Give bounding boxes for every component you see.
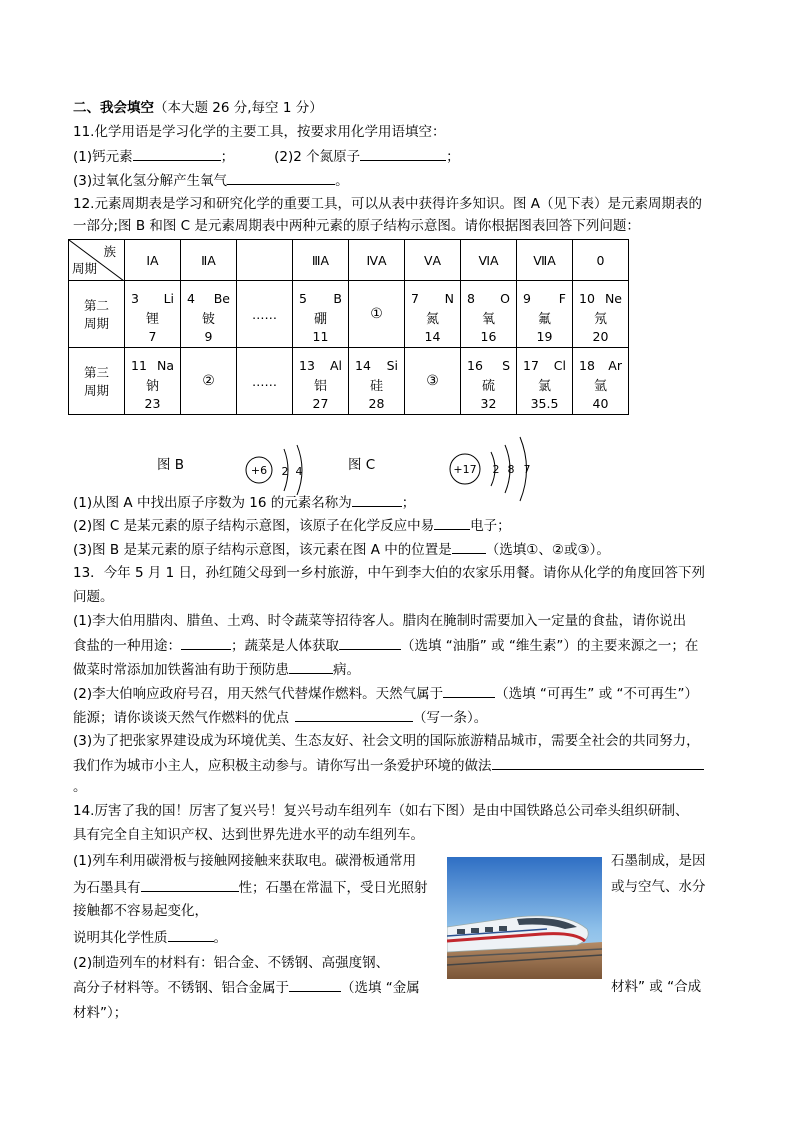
q13-p1b-text2: ；蔬菜是人体获取 (231, 638, 339, 654)
q14-p2b (73, 978, 420, 997)
q11-blank3[interactable] (227, 171, 335, 185)
q14-p2b-text2: （选填 “金属 (341, 980, 420, 996)
q14-p1b-text2: 性；石墨在常温下，受日光照射 (238, 880, 428, 896)
q14-p2b-text1: 高分子材料等。不锈钢、铝合金属于 (73, 980, 289, 996)
element-symbol: Al (329, 358, 342, 373)
q14-stem2: 具有完全自主知识产权、达到世界先进水平的动车组列车。 (73, 827, 424, 843)
q14-p2b-right: 材料” 或 “合成 (611, 979, 702, 995)
q13-p2a-text2: （选填 “可再生” 或 “不可再生”） (495, 686, 698, 702)
q13-p3a: (3)为了把张家界建设成为环境优美、生态友好、社会文明的国际旅游精品城市，需要全社会的共同努力， (73, 733, 700, 749)
atomic-mass: 7 (148, 329, 157, 344)
period-label (69, 281, 125, 348)
shell-electrons-2: 4 (295, 465, 303, 478)
q11-blank2[interactable] (360, 147, 446, 161)
q13-p2b-text1: 能源；请你谈谈天然气作燃料的优点 (73, 710, 289, 726)
fig-b-label: 图 B (157, 457, 185, 473)
element-symbol: Cl (553, 358, 566, 373)
periodic-table (68, 239, 629, 415)
group-header: ⅥA (461, 240, 517, 281)
atomic-mass: 11 (312, 329, 329, 344)
element-cell (461, 281, 517, 348)
q13-blank1[interactable] (181, 636, 231, 650)
q13-stem2: 问题。 (73, 589, 114, 605)
q11-line2 (73, 171, 349, 190)
element-name: 氧 (481, 312, 495, 327)
element-symbol: Ne (604, 291, 622, 306)
element-cell (573, 348, 629, 415)
atomic-mass: 16 (480, 329, 497, 344)
element-symbol: Ar (608, 358, 622, 373)
q12-stem2: 一部分;图 B 和图 C 是元素周期表中两种元素的原子结构示意图。请你根据图表回答下列问题： (73, 218, 640, 234)
element-symbol: O (500, 291, 510, 306)
element-name: 钠 (145, 379, 159, 394)
atomic-number: 18 (579, 358, 595, 373)
q13-p1b-text3: （选填 “油脂” 或 “维生素”）的主要来源之一；在 (401, 638, 699, 654)
q11-p3-end: 。 (335, 173, 349, 189)
element-cell (461, 348, 517, 415)
q14-p1b-right: 或与空气、水分 (611, 879, 706, 895)
q11-line1 (73, 147, 460, 166)
element-name: 氖 (593, 312, 607, 327)
corner-period-label: 周期 (72, 261, 98, 276)
q11-p1: (1)钙元素 (73, 149, 133, 165)
period-label (69, 348, 125, 415)
q12-a1-end: ； (401, 495, 416, 511)
q12-a2 (73, 516, 511, 535)
q14-p2a: (2)制造列车的材料有：铝合金、不锈钢、高强度钢、 (73, 955, 390, 971)
q12-blank2[interactable] (434, 516, 470, 530)
train-photo (447, 857, 602, 979)
section-note: （本大题 26 分,每空 1 分） (154, 100, 323, 116)
element-cell (349, 348, 405, 415)
element-name: 铝 (313, 379, 327, 394)
q13-blank3[interactable] (289, 660, 333, 674)
q11-p3: (3)过氧化氢分解产生氧气 (73, 173, 228, 189)
element-cell (293, 348, 349, 415)
q13-stem1: 13．今年 5 月 1 日，孙红随父母到一乡村旅游，中午到李大伯的农家乐用餐。请你从化学的角度回答下列 (73, 565, 706, 581)
q14-p1d (73, 928, 227, 947)
atomic-mass: 28 (368, 396, 385, 411)
q14-p1b (73, 878, 428, 897)
group-header: ⅣA (349, 240, 405, 281)
q12-a3-text: (3)图 B 是某元素的原子结构示意图，该元素在图 A 中的位置是 (73, 542, 452, 558)
element-name: 锂 (145, 312, 159, 327)
atomic-mass: 20 (592, 329, 609, 344)
q11-p2-end: ； (446, 149, 460, 165)
q14-p1a: (1)列车利用碳滑板与接触网接触来获取电。碳滑板通常用 (73, 853, 417, 869)
group-header: ⅠA (125, 240, 181, 281)
corner-cell (69, 240, 125, 281)
shell-electrons-1: 2 (492, 463, 500, 476)
q13-blank5[interactable] (295, 708, 413, 722)
q14-blank1[interactable] (141, 878, 239, 892)
q14-p2c: 材料”）； (73, 1005, 128, 1021)
section-heading (73, 99, 323, 117)
period-label-line: 周期 (83, 316, 109, 331)
element-name: 氮 (425, 312, 439, 327)
shell-electrons-1: 2 (281, 465, 289, 478)
period-label-line: 第二 (83, 298, 109, 313)
atomic-number: 4 (187, 291, 195, 306)
q12-a2-text: (2)图 C 是某元素的原子结构示意图，该原子在化学反应中易 (73, 518, 435, 534)
q12-a2-end: 电子； (470, 518, 511, 534)
q13-p2b (73, 708, 487, 727)
q14-blank3[interactable] (289, 978, 341, 992)
atomic-mass: 35.5 (530, 396, 559, 411)
q12-blank3[interactable] (452, 540, 486, 554)
q14-p1a-right: 石墨制成，是因 (611, 853, 706, 869)
element-symbol: N (444, 291, 454, 306)
q11-stem: 11.化学用语是学习化学的主要工具，按要求用化学用语填空： (73, 124, 446, 140)
atomic-mass: 23 (144, 396, 161, 411)
atomic-mass: 9 (204, 329, 213, 344)
q11-p1-end: ； (220, 149, 235, 165)
q13-blank2[interactable] (339, 636, 401, 650)
shell-electrons-3: 7 (523, 463, 531, 476)
atomic-mass: 32 (480, 396, 497, 411)
position-mark-2: ② (181, 348, 237, 415)
q13-p3b (73, 756, 704, 775)
element-cell (125, 281, 181, 348)
ellipsis-cell: …… (237, 348, 293, 415)
period-label-line: 第三 (83, 365, 109, 380)
group-header: ⅡA (181, 240, 237, 281)
q11-p2: (2)2 个氮原子 (274, 149, 361, 165)
element-name: 氩 (593, 379, 607, 394)
q12-stem1: 12.元素周期表是学习和研究化学的重要工具，可以从表中获得许多知识。图 A（见下表）是元素周期表的 (73, 196, 702, 212)
q14-stem1: 14.厉害了我的国！厉害了复兴号！复兴号动车组列车（如右下图）是由中国铁路总公司牵头组织研制、 (73, 803, 689, 819)
q13-p2b-text2: （写一条）。 (413, 710, 488, 726)
atomic-number: 11 (131, 358, 147, 373)
shell-electrons-2: 8 (507, 463, 515, 476)
nucleus-charge: +17 (453, 463, 477, 476)
element-cell (181, 281, 237, 348)
element-symbol: S (502, 358, 510, 373)
element-symbol: F (558, 291, 566, 306)
atomic-number: 9 (523, 291, 531, 306)
atom-diagram-b (240, 437, 320, 501)
q12-a1-text: (1)从图 A 中找出原子序数为 16 的元素名称为 (73, 495, 352, 511)
q12-a1 (73, 493, 415, 512)
q12-blank1[interactable] (352, 493, 402, 507)
atomic-number: 5 (299, 291, 307, 306)
element-cell (517, 281, 573, 348)
nucleus-charge: +6 (250, 464, 268, 477)
atomic-number: 14 (355, 358, 371, 373)
element-name: 硫 (481, 379, 495, 394)
element-symbol: B (333, 291, 342, 306)
atomic-mass: 19 (536, 329, 553, 344)
element-cell (517, 348, 573, 415)
q12-a3-end: （选填①、②或③）。 (485, 542, 610, 558)
element-cell (405, 281, 461, 348)
q13-p1c-text1: 做菜时常添加加铁酱油有助于预防患 (73, 662, 289, 678)
q11-blank1[interactable] (133, 147, 221, 161)
atomic-number: 3 (131, 291, 139, 306)
fig-c-label: 图 C (348, 457, 376, 473)
atomic-mass: 40 (592, 396, 609, 411)
q14-p1c: 接触都不容易起变化， (73, 903, 208, 919)
q13-p1c (73, 660, 360, 679)
q13-p1c-text2: 病。 (333, 662, 360, 678)
group-header: 0 (573, 240, 629, 281)
q13-p1b-text1: 食盐的一种用途： (73, 638, 181, 654)
q14-p1d-text1: 说明其化学性质 (73, 930, 168, 946)
atomic-mass: 14 (424, 329, 441, 344)
q13-blank6[interactable] (492, 756, 704, 770)
element-name: 硼 (313, 312, 327, 327)
q13-blank4[interactable] (443, 684, 495, 698)
q14-blank2[interactable] (168, 928, 214, 942)
element-cell (573, 281, 629, 348)
q14-p1b-text1: 为石墨具有 (73, 880, 141, 896)
element-symbol: Be (213, 291, 230, 306)
atomic-number: 8 (467, 291, 475, 306)
group-header: ⅦA (517, 240, 573, 281)
atomic-number: 10 (579, 291, 595, 306)
position-mark-3: ③ (405, 348, 461, 415)
group-header: ⅤA (405, 240, 461, 281)
element-name: 氯 (537, 379, 551, 394)
q13-p3b-text: 我们作为城市小主人，应积极主动参与。请你写出一条爱护环境的做法 (73, 758, 492, 774)
element-name: 氟 (537, 312, 551, 327)
atomic-number: 7 (411, 291, 419, 306)
q13-p3c: 。 (73, 779, 87, 795)
element-symbol: Li (163, 291, 174, 306)
atomic-mass: 27 (312, 396, 329, 411)
atomic-number: 16 (467, 358, 483, 373)
corner-group-label: 族 (103, 244, 116, 259)
element-symbol: Na (156, 358, 174, 373)
group-header: ⅢA (293, 240, 349, 281)
q13-p1b (73, 636, 698, 655)
group-header (237, 240, 293, 281)
q14-p1d-text2: 。 (213, 930, 227, 946)
element-name: 铍 (201, 312, 215, 327)
period-3-row (69, 348, 629, 415)
atom-diagram-c (445, 432, 545, 502)
atomic-number: 13 (299, 358, 315, 373)
q13-p1a: (1)李大伯用腊肉、腊鱼、土鸡、时令蔬菜等招待客人。腊肉在腌制时需要加入一定量的食盐，请你说出 (73, 613, 687, 629)
element-cell (293, 281, 349, 348)
period-2-row (69, 281, 629, 348)
q12-a3 (73, 540, 610, 559)
position-mark-1: ① (349, 281, 405, 348)
section-title: 二、我会填空 (73, 100, 154, 116)
table-header-row (69, 240, 629, 281)
element-symbol: Si (386, 358, 398, 373)
element-name: 硅 (369, 379, 383, 394)
q13-p2a (73, 684, 698, 703)
period-label-line: 周期 (83, 383, 109, 398)
element-cell (125, 348, 181, 415)
ellipsis-cell: …… (237, 281, 293, 348)
atomic-number: 17 (523, 358, 539, 373)
q13-p2a-text1: (2)李大伯响应政府号召，用天然气代替煤作燃料。天然气属于 (73, 686, 444, 702)
